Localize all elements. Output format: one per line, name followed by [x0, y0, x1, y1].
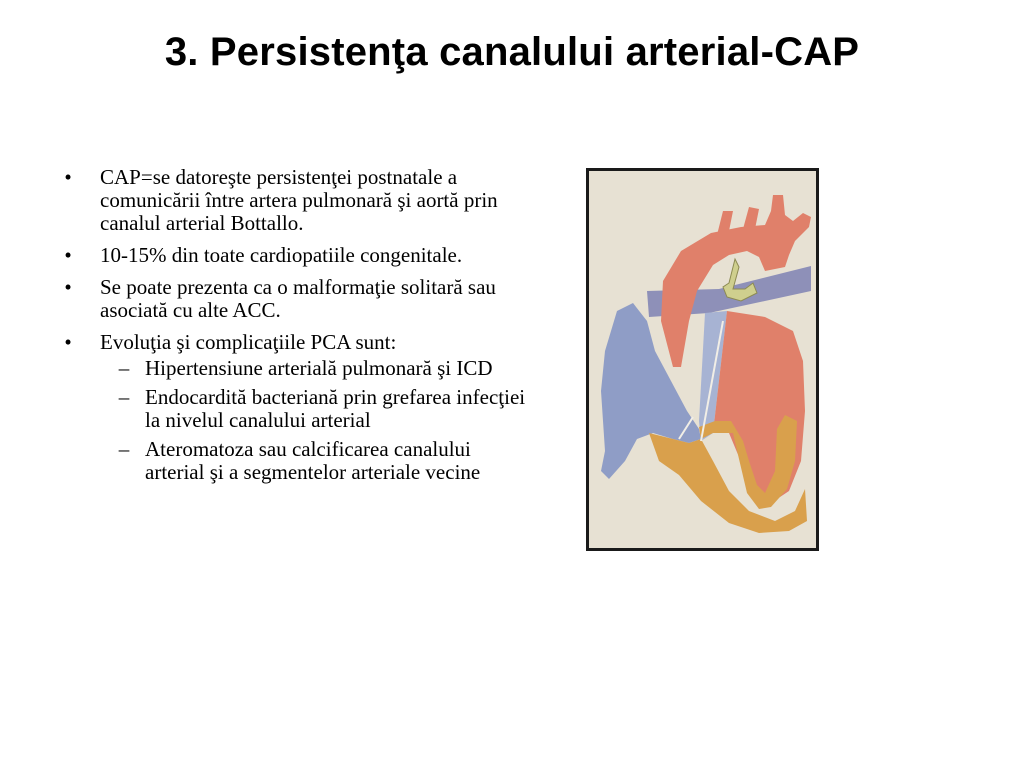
sub-bullet-item	[100, 357, 528, 380]
sub-bullet-item	[100, 386, 528, 432]
bullet-marker: •	[64, 275, 72, 299]
sub-bullet-text: Endocardită bacteriană prin grefarea infecţiei la nivelul canalului arterial	[145, 385, 526, 432]
bullet-item	[58, 276, 528, 322]
sub-bullet-item	[100, 438, 528, 484]
bullet-list	[58, 166, 528, 493]
bullet-item	[58, 331, 528, 484]
dash-marker: –	[118, 356, 130, 380]
bullet-marker: •	[64, 243, 72, 267]
slide-title: 3. Persistenţa canalului arterial-CAP	[164, 30, 860, 74]
sub-bullet-text: Ateromatoza sau calcificarea canalului arterial şi a segmentelor arteriale vecine	[145, 437, 481, 484]
bullet-item	[58, 166, 528, 235]
ductus-arteriosus	[723, 259, 757, 301]
bullet-marker: •	[64, 330, 72, 354]
bullet-item	[58, 244, 528, 267]
dash-marker: –	[118, 385, 130, 409]
aorta-branch	[743, 207, 759, 229]
bullet-text: Se poate prezenta ca o malformaţie solitară sau asociată cu alte ACC.	[100, 275, 496, 322]
bullet-marker: •	[64, 165, 72, 189]
dash-marker: –	[118, 437, 130, 461]
heart-diagram	[586, 168, 819, 551]
bullet-text: 10-15% din toate cardiopatiile congenitale.	[100, 243, 463, 267]
bullet-text: Evoluţia şi complicaţiile PCA sunt:	[100, 330, 397, 354]
bullet-text: CAP=se datoreşte persistenţei postnatale a comunicării între artera pulmonară şi aortă prin canalul arterial Bottallo.	[100, 165, 498, 235]
sub-bullet-list	[100, 357, 528, 484]
left-heart-chambers	[713, 311, 805, 507]
heart-anatomy-illustration-icon	[589, 171, 816, 548]
sub-bullet-text: Hipertensiune arterială pulmonară şi ICD	[145, 356, 493, 380]
